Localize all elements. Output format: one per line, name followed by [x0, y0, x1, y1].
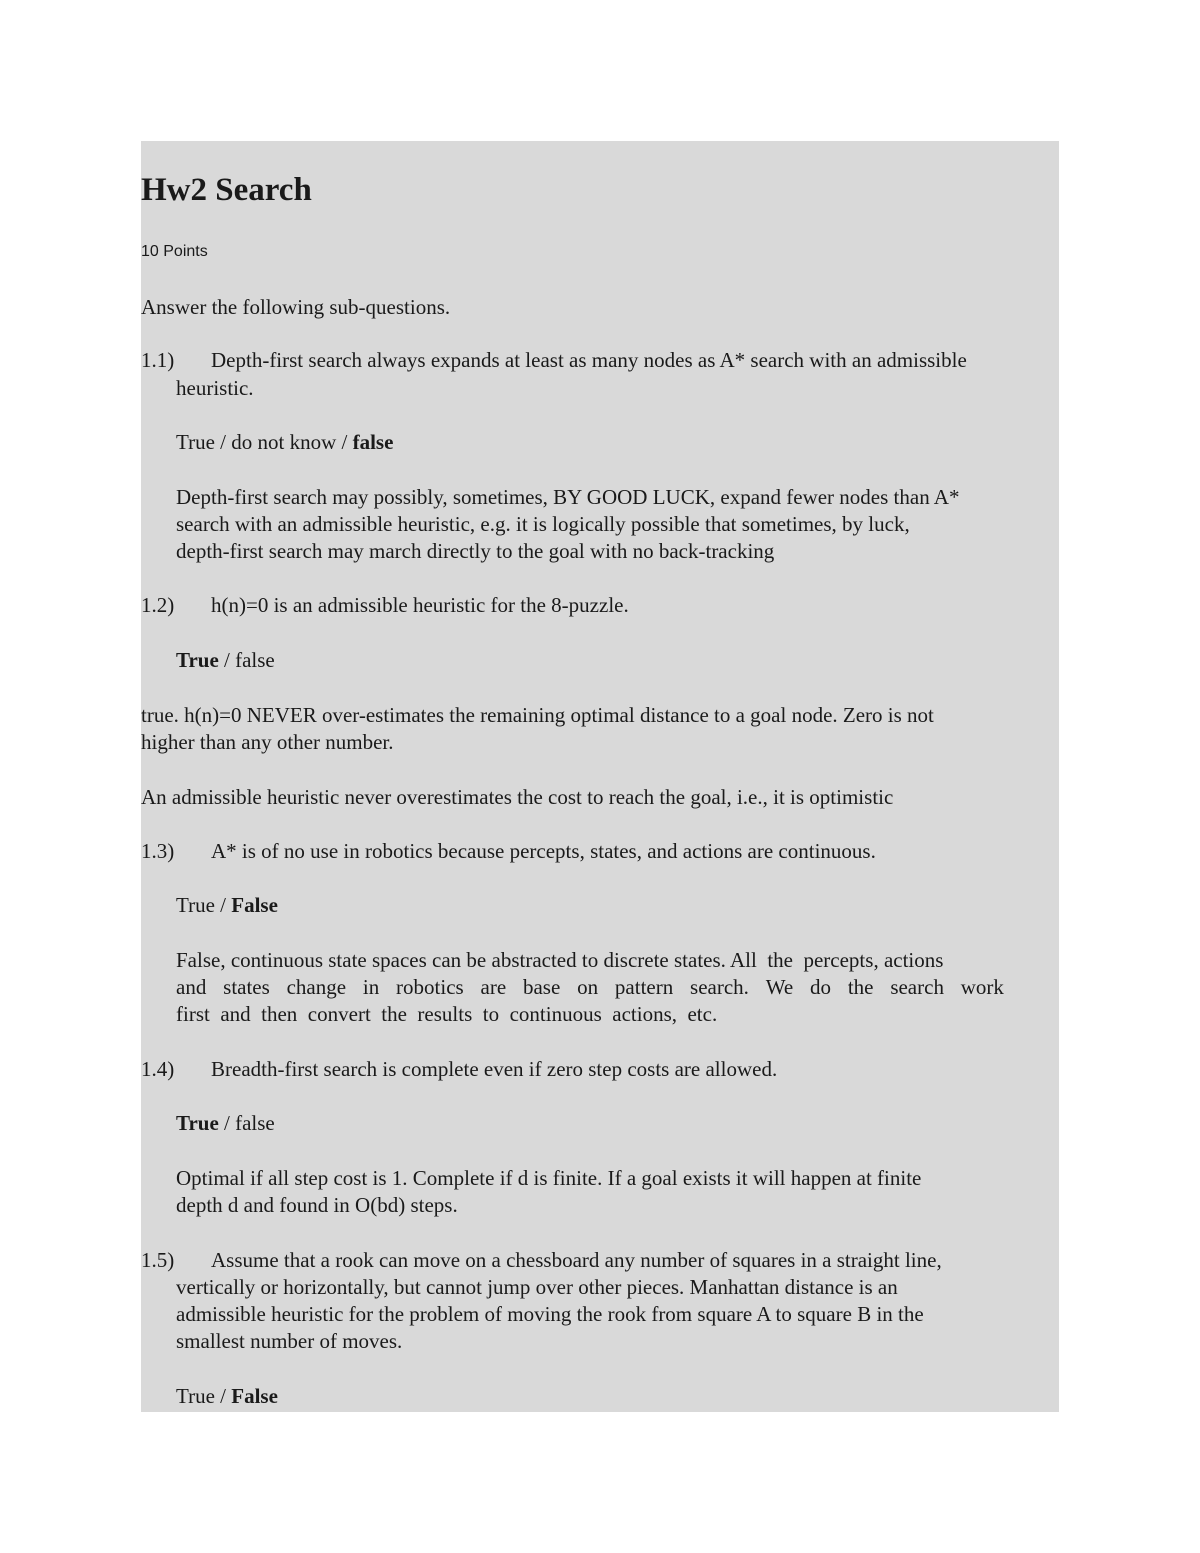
answer-explanation-line: first and then convert the results to continuous actions, etc. — [176, 1002, 718, 1026]
choice-options: True / — [176, 893, 232, 917]
answer-explanation-line: higher than any other number. — [141, 730, 394, 754]
answer-choice — [176, 1110, 275, 1137]
justified-word: do — [810, 975, 832, 999]
selected-choice: False — [231, 1384, 278, 1408]
justified-word: base — [522, 975, 561, 999]
answer-explanation-line: False, continuous state spaces can be abstracted to discrete states. All the percepts, actions — [176, 948, 944, 972]
question-text-cont: vertically or horizontally, but cannot jump over other pieces. Manhattan distance is an — [176, 1275, 898, 1299]
answer-explanation-line: depth-first search may march directly to the goal with no back-tracking — [176, 539, 775, 563]
question-number: 1.2) — [141, 593, 175, 617]
answer-explanation-line: Optimal if all step cost is 1. Complete if d is finite. If a goal exists it will happen at finite — [176, 1166, 922, 1190]
answer-explanation-line — [176, 974, 1004, 1001]
choice-options: / false — [218, 648, 275, 672]
justified-word: and — [176, 975, 207, 999]
justified-word: We — [765, 975, 794, 999]
justified-word: search. — [690, 975, 749, 999]
justified-word: pattern — [614, 975, 674, 999]
question-1-1 — [141, 347, 1059, 374]
question-number: 1.3) — [141, 839, 175, 863]
selected-choice: True — [176, 648, 219, 672]
points-label: 10 Points — [141, 243, 208, 260]
answer-explanation-line: true. h(n)=0 NEVER over-estimates the remaining optimal distance to a goal node. Zero is not — [141, 703, 934, 727]
question-number: 1.1) — [141, 348, 175, 372]
selected-choice: True — [176, 1111, 219, 1135]
question-text-cont: admissible heuristic for the problem of moving the rook from square A to square B in the — [176, 1302, 924, 1326]
question-text: Assume that a rook can move on a chessboard any number of squares in a straight line, — [211, 1248, 942, 1272]
answer-explanation-line: depth d and found in O(bd) steps. — [176, 1193, 458, 1217]
answer-explanation-line: Depth-first search may possibly, sometimes, BY GOOD LUCK, expand fewer nodes than A* — [176, 485, 960, 509]
question-text-cont: heuristic. — [176, 376, 254, 400]
choice-options: True / do not know / — [176, 430, 353, 454]
question-text: Depth-first search always expands at least as many nodes as A* search with an admissible — [211, 348, 967, 372]
question-text: Breadth-first search is complete even if zero step costs are allowed. — [211, 1057, 778, 1081]
document-title: Hw2 Search — [141, 172, 312, 208]
selected-choice: False — [231, 893, 278, 917]
justified-word: on — [577, 975, 599, 999]
choice-options: True / — [176, 1384, 232, 1408]
question-1-2 — [141, 592, 1059, 619]
question-text: A* is of no use in robotics because percepts, states, and actions are continuous. — [211, 839, 876, 863]
question-1-5 — [141, 1247, 1059, 1274]
justified-word: robotics — [396, 975, 464, 999]
justified-word: are — [480, 975, 507, 999]
answer-choice — [176, 1383, 278, 1410]
justified-word: in — [362, 975, 380, 999]
selected-choice: false — [352, 430, 394, 454]
question-number: 1.5) — [141, 1248, 175, 1272]
question-1-3 — [141, 838, 1059, 865]
justified-word: change — [286, 975, 347, 999]
justified-word: states — [223, 975, 270, 999]
answer-explanation-line: search with an admissible heuristic, e.g. it is logically possible that sometimes, by luck, — [176, 512, 910, 536]
justified-word: work — [960, 975, 1004, 999]
choice-options: / false — [218, 1111, 275, 1135]
question-text: h(n)=0 is an admissible heuristic for the 8-puzzle. — [211, 593, 629, 617]
justified-word: the — [847, 975, 874, 999]
intro-text: Answer the following sub-questions. — [141, 295, 451, 319]
question-text-cont: smallest number of moves. — [176, 1329, 403, 1353]
answer-note: An admissible heuristic never overestimates the cost to reach the goal, i.e., it is optimistic — [141, 785, 894, 809]
answer-choice — [176, 429, 393, 456]
answer-choice — [176, 647, 275, 674]
question-number: 1.4) — [141, 1057, 175, 1081]
answer-choice — [176, 892, 278, 919]
question-1-4 — [141, 1056, 1059, 1083]
justified-word: search — [890, 975, 944, 999]
document-page — [141, 141, 1059, 1412]
